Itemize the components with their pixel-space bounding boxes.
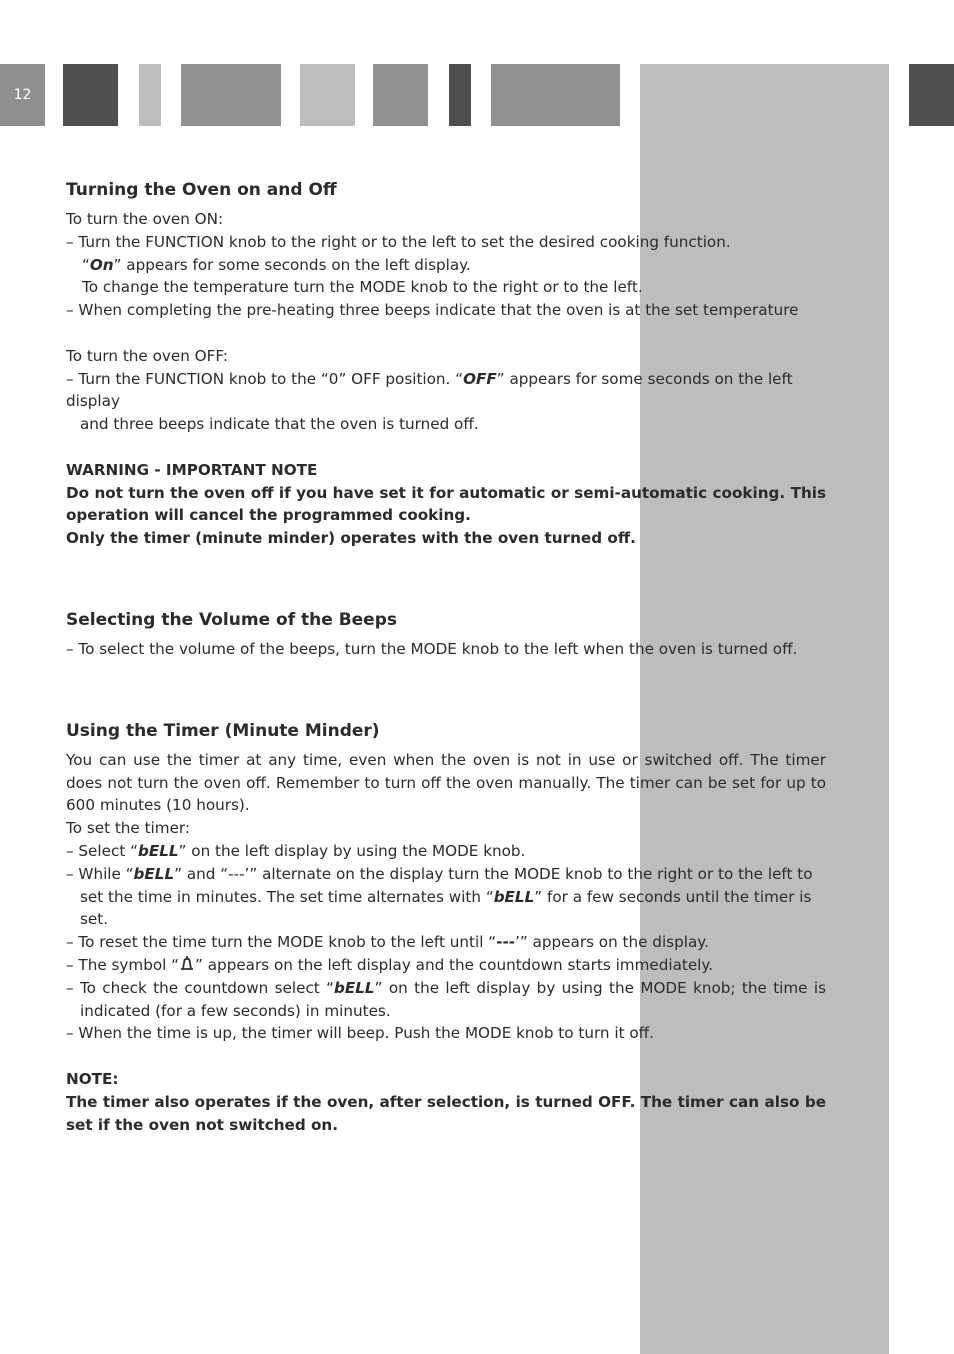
timer-step-5	[66, 977, 826, 1023]
text: – Turn the FUNCTION knob to the “0” OFF position. “	[66, 369, 464, 388]
text: ” and “---’” alternate on the display turn the MODE knob to the right or to the left to set the time in minutes. The set time alternates with “	[80, 864, 813, 906]
text: – The symbol “	[66, 955, 180, 974]
section-title-volume: Selecting the Volume of the Beeps	[66, 609, 398, 630]
volume-step: – To select the volume of the beeps, turn the MODE knob to the left when the oven is turned off.	[66, 639, 798, 658]
note-text: The timer also operates if the oven, after selection, is turned OFF. The timer can also be set if the oven not switched on.	[66, 1092, 826, 1134]
warning-text-2: Only the timer (minute minder) operates with the oven turned off.	[66, 529, 636, 548]
timer-step-4	[66, 954, 826, 977]
section-title-timer: Using the Timer (Minute Minder)	[66, 720, 380, 741]
timer-intro: You can use the timer at any time, even when the oven is not in use or switched off. The timer does not turn the oven off. Remember to turn off the oven manually. The timer can be set for up to 600 minutes (10 hours).	[66, 750, 826, 815]
page-number: 12	[0, 64, 45, 126]
on-step-2	[66, 254, 826, 277]
on-step-4: – When completing the pre-heating three beeps indicate that the oven is at the set temperature	[66, 301, 799, 320]
text: “	[82, 255, 90, 274]
display-code-bell: bELL	[133, 864, 175, 883]
display-code-bell: bELL	[334, 978, 375, 997]
timer-set-intro: To set the timer:	[66, 819, 191, 838]
text: – To reset the time turn the MODE knob to the left until “	[66, 933, 497, 952]
timer-step-1	[66, 840, 826, 863]
bell-icon	[179, 955, 195, 973]
text: ” for a few seconds until the timer is set.	[80, 887, 812, 929]
header-block	[373, 64, 428, 126]
timer-step-3	[66, 931, 826, 954]
header-block	[909, 64, 954, 126]
header-block	[139, 64, 161, 126]
header-block	[449, 64, 471, 126]
warning-text-1: Do not turn the oven off if you have set it for automatic or semi-automatic cooking. This operation will cancel the programmed cooking.	[66, 483, 826, 525]
text: – Select “	[66, 841, 138, 860]
off-intro: To turn the oven OFF:	[66, 346, 229, 365]
text: ” appears on the left display and the countdown starts immediately.	[195, 955, 714, 974]
display-code-on: On	[89, 255, 114, 274]
text: – To check the countdown select “	[66, 978, 334, 997]
text: – While “	[66, 864, 134, 883]
warning-title: WARNING - IMPORTANT NOTE	[66, 460, 318, 479]
note-title: NOTE:	[66, 1069, 119, 1088]
text: ” on the left display by using the MODE knob; the time is indicated (for a few seconds) in minutes.	[80, 978, 827, 1020]
header-block	[63, 64, 118, 126]
on-intro: To turn the oven ON:	[66, 210, 224, 228]
text: ’” appears on the display.	[515, 933, 709, 952]
section-title-turning: Turning the Oven on and Off	[66, 180, 337, 200]
on-step-3: To change the temperature turn the MODE knob to the right or to the left.	[82, 278, 643, 297]
timer-step-6: – When the time is up, the timer will beep. Push the MODE knob to turn it off.	[66, 1024, 654, 1043]
text: ” appears for some seconds on the left display.	[113, 255, 471, 274]
page-content	[66, 178, 826, 1136]
display-code-off: OFF	[463, 369, 497, 388]
header-block	[491, 64, 620, 126]
off-step-1	[66, 368, 826, 414]
display-code-dashes: ---	[496, 933, 516, 952]
display-code-bell: bELL	[137, 841, 179, 860]
timer-step-2	[66, 863, 826, 931]
off-step-2: and three beeps indicate that the oven is turned off.	[80, 415, 479, 434]
text: ” appears for some seconds on the left display	[66, 369, 793, 411]
text: ” on the left display by using the MODE knob.	[178, 841, 526, 860]
display-code-bell: bELL	[493, 887, 535, 906]
header-block	[181, 64, 281, 126]
header-block	[300, 64, 355, 126]
on-step-1: – Turn the FUNCTION knob to the right or to the left to set the desired cooking function.	[66, 232, 731, 251]
